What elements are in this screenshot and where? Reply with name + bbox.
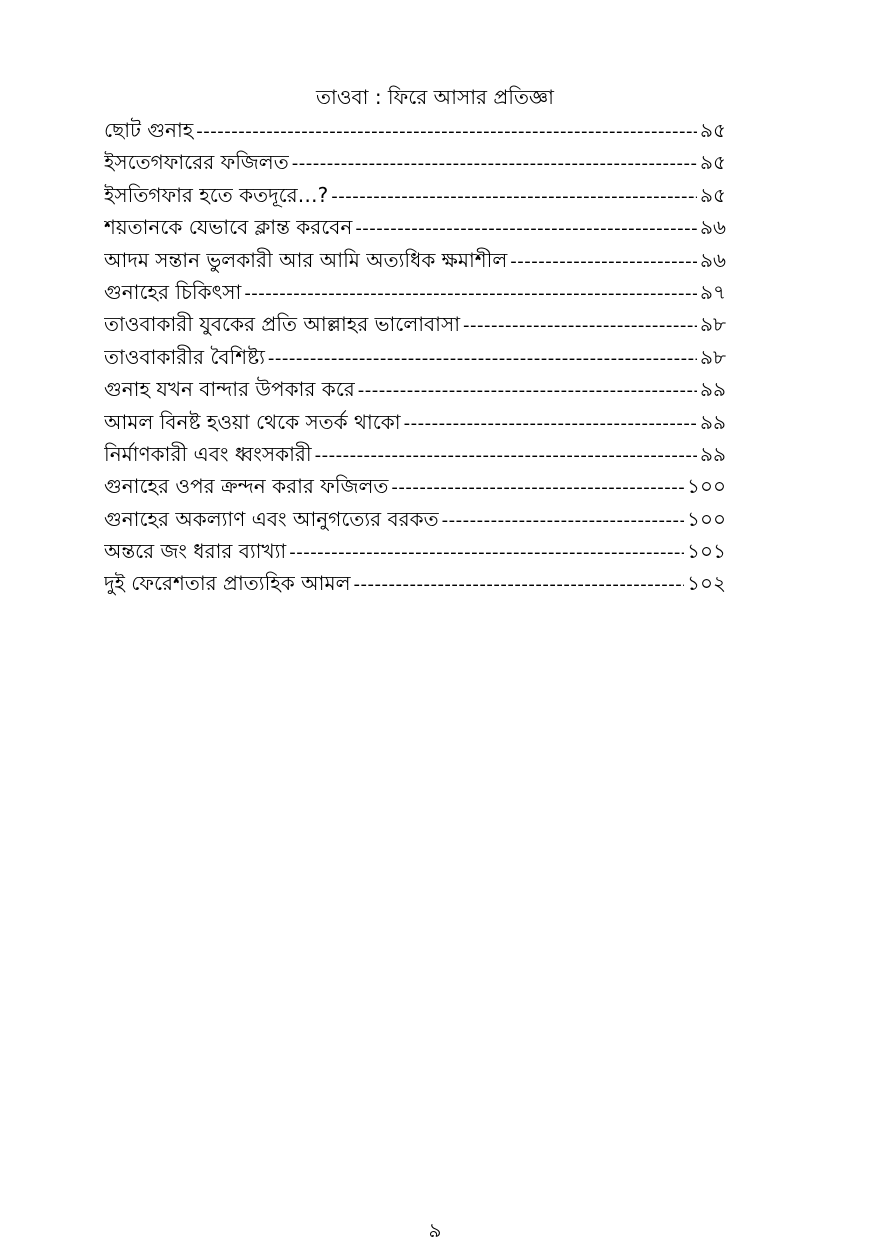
dot-leader <box>510 246 697 276</box>
toc-entry-title: গুনাহের অকল্যাণ এবং আনুগত্যের বরকত <box>104 506 439 531</box>
toc-entry[interactable] <box>104 211 726 243</box>
toc-entry-page: ৯৬ <box>700 215 726 240</box>
toc-entry-page: ৯৫ <box>700 182 726 207</box>
toc-entry[interactable] <box>104 503 726 535</box>
dot-leader <box>354 569 685 599</box>
toc-entry-page: ১০০ <box>687 474 726 499</box>
toc-entry[interactable] <box>104 146 726 178</box>
dot-leader <box>463 310 697 340</box>
toc-entry-title: তাওবাকারীর বৈশিষ্ট্য <box>104 344 265 369</box>
toc-entry[interactable] <box>104 373 726 405</box>
toc-entry[interactable] <box>104 406 726 438</box>
toc-entry-title: আদম সন্তান ভুলকারী আর আমি অত্যধিক ক্ষমাশীল <box>104 247 508 272</box>
toc-entry[interactable] <box>104 276 726 308</box>
toc-entry-page: ৯৭ <box>700 279 726 304</box>
dot-leader <box>196 116 697 146</box>
toc-entry-title: গুনাহের ওপর ক্রন্দন করার ফজিলত <box>104 474 389 499</box>
toc-entry[interactable] <box>104 535 726 567</box>
toc-entry[interactable] <box>104 341 726 373</box>
dot-leader <box>292 148 697 178</box>
toc-entry-page: ১০০ <box>687 506 726 531</box>
toc-entry-page: ১০২ <box>687 571 726 596</box>
dot-leader <box>289 537 684 567</box>
toc-entry-page: ১০১ <box>687 539 726 564</box>
toc-entry-page: ৯৯ <box>700 377 726 402</box>
toc-entry-page: ৯৯ <box>700 409 726 434</box>
page-title: তাওবা : ফিরে আসার প্রতিজ্ঞা <box>316 85 554 109</box>
toc-entry[interactable] <box>104 567 726 599</box>
toc-entry-page: ৯৬ <box>700 247 726 272</box>
toc-entry-page: ৯৫ <box>700 118 726 142</box>
toc-entry[interactable] <box>104 308 726 340</box>
dot-leader <box>315 440 697 470</box>
toc-entry-page: ৯৮ <box>700 312 726 337</box>
toc-entry-title: আমল বিনষ্ট হওয়া থেকে সতর্ক থাকো <box>104 409 401 434</box>
toc-entry-page: ৯৯ <box>700 441 726 466</box>
toc-entry-title: তাওবাকারী যুবকের প্রতি আল্লাহর ভালোবাসা <box>104 312 460 337</box>
dot-leader <box>355 213 697 243</box>
toc-entry[interactable] <box>104 438 726 470</box>
dot-leader <box>404 408 697 438</box>
toc-entry-title: অন্তরে জং ধরার ব্যাখ্যা <box>104 539 287 564</box>
dot-leader <box>391 472 684 502</box>
dot-leader <box>331 181 697 211</box>
toc-entry-page: ৯৫ <box>700 150 726 175</box>
toc-entry[interactable] <box>104 179 726 211</box>
toc-entry-title: নির্মাণকারী এবং ধ্বংসকারী <box>104 441 312 466</box>
toc-entry-title: শয়তানকে যেভাবে ক্লান্ত করবেন <box>104 215 353 240</box>
toc-entry[interactable] <box>104 244 726 276</box>
toc-entry[interactable] <box>104 114 726 146</box>
toc-entry-title: গুনাহ যখন বান্দার উপকার করে <box>104 377 355 402</box>
dot-leader <box>358 375 697 405</box>
page-number: ৯ <box>428 1218 442 1242</box>
toc-entry-title: গুনাহের চিকিৎসা <box>104 279 242 304</box>
toc-entry-title: দুই ফেরেশতার প্রাত্যহিক আমল <box>104 571 351 596</box>
toc-entry-page: ৯৮ <box>700 344 726 369</box>
dot-leader <box>244 278 697 308</box>
toc-entry-title: ইসতেগফারের ফজিলত <box>104 150 289 175</box>
dot-leader <box>268 343 697 373</box>
table-of-contents <box>104 114 726 600</box>
dot-leader <box>442 505 684 535</box>
toc-entry[interactable] <box>104 470 726 502</box>
toc-entry-title: ছোট গুনাহ <box>104 118 194 142</box>
toc-entry-title: ইসতিগফার হতে কতদূরে…? <box>104 182 329 207</box>
